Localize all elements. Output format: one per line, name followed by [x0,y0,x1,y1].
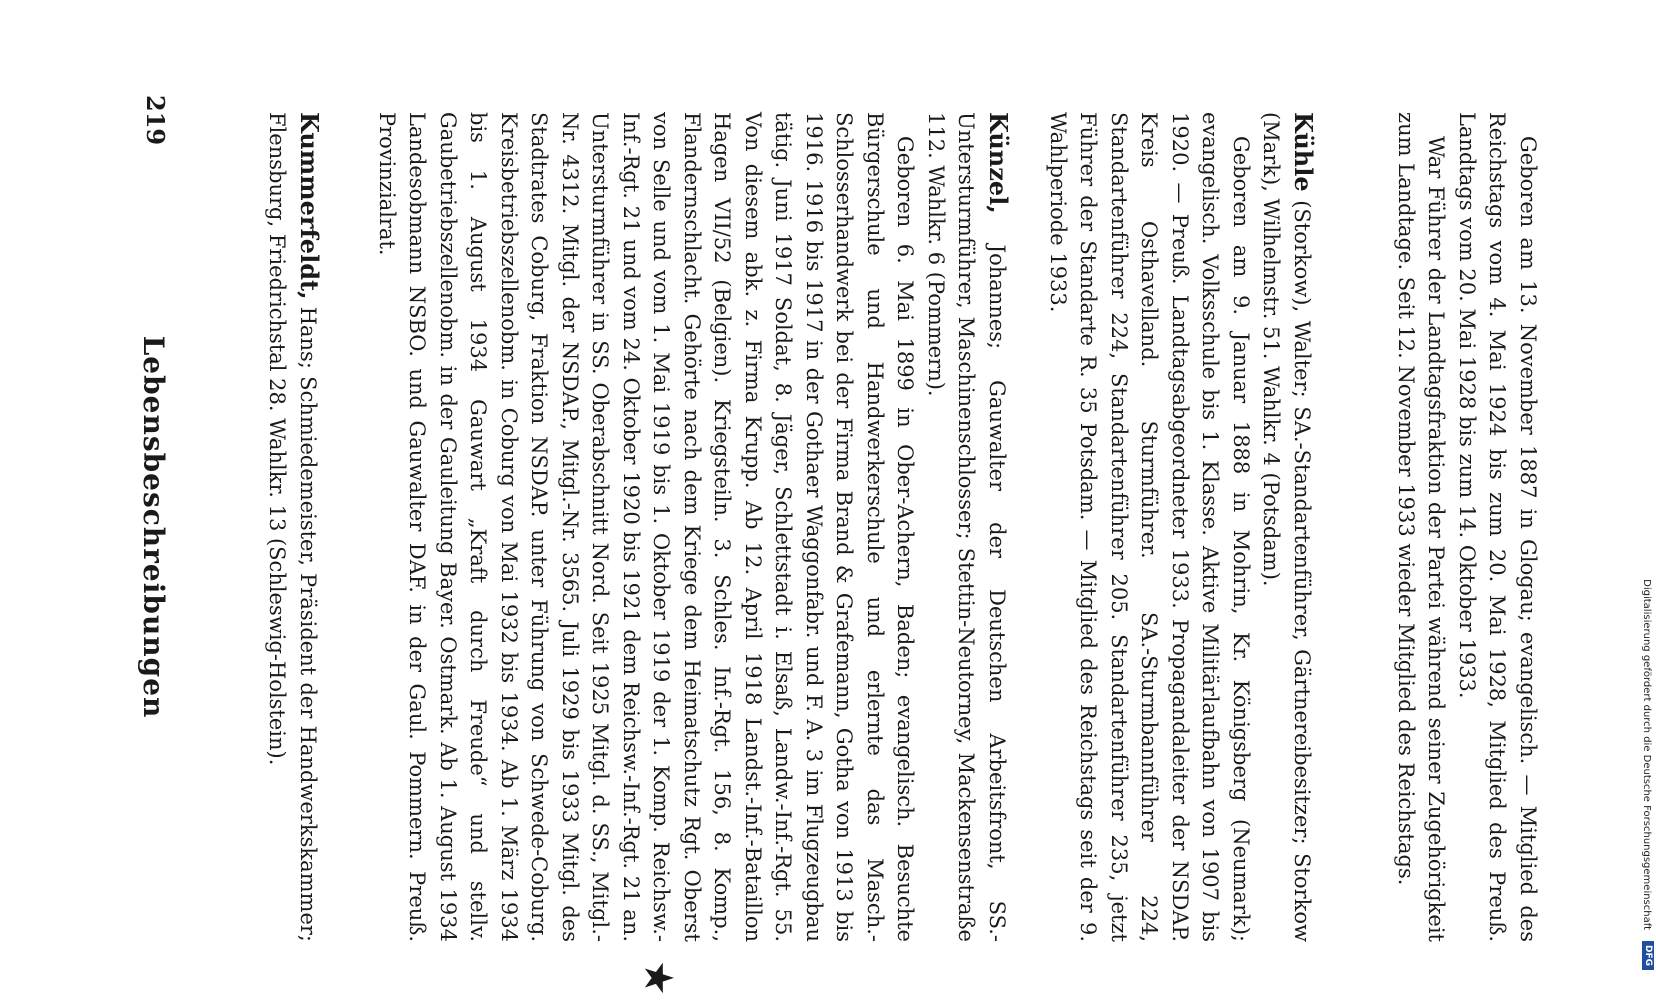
star-icon: ★ [635,960,681,996]
entry-previous-text: Geboren am 13. November 1887 in Glogau; evangelisch. — Mitglied des Reichstags vom 4. Mai 1924 bis zum 20. Mai 1928, Mitglied des Preuß. Landtags vom 20. Mai 1928 bis zum 14. Oktober 1933. [1455,112,1540,942]
entry-intro: Hans; Schmiedemeister, Präsident der Handwerkskammer; Flensburg, Friedrichstal 28. Wahlkr. 13 (Schleswig-Holstein). [265,112,320,942]
entry-kummerfeldt [262,112,324,942]
entry-kuehle [1043,112,1319,942]
entry-kuenzel [372,112,1014,942]
entry-intro: (Storkow), Walter; SA.-Standartenführer, Gärtnereibesitzer; Storkow (Mark), Wilhelmstr. 51. Wahlkr. 4 (Potsdam). [1259,112,1314,942]
page-number: 219 [141,95,170,146]
entry-name: Künzel, [984,112,1013,214]
dfg-logo: DFG [1642,941,1654,970]
entry-intro: Johannes; Gauwalter der Deutschen Arbeitsfront, SS.-Untersturmführer, Maschinenschlosser; Stettin-Neutorney, Mackensenstraße 112. Wahlkr. 6 (Pommern). [924,112,1009,942]
entry-previous-text-2: War Führer der Landtagsfraktion der Partei während seiner Zugehörigkeit zum Landtage. Seit 12. November 1933 wieder Mitglied des Reichstags. [1394,112,1449,942]
dfg-banner-text: Digitalisierung gefördert durch die Deutsche Forschungsgemeinschaft [1641,579,1652,930]
entry-bio: Geboren am 9. Januar 1888 in Mohrin, Kr. Königsberg (Neumark); evangelisch. Volksschule bis 1. Klasse. Aktive Militärlaufbahn von 1907 bis 1920. — Preuß. Landtagsabgeordneter 1933. Propagandaleiter der NSDAP. Kreis Osthavelland. Sturmführer. SA.-Sturmbannführer 224, Standartenführer 224, Standartenführer 205. Standartenführer 235, jetzt Führer der Standarte R. 35 Potsdam. — Mitglied des Reichstags seit der 9. Wahlperiode 1933. [1046,112,1253,942]
page-title: Lebensbeschreibungen [137,335,170,719]
entry-name: Kühle [1289,112,1318,192]
dfg-banner [1614,0,1656,1000]
entry-name: Kummerfeldt, [295,112,324,300]
entry-previous [1391,112,1544,942]
entry-bio: Geboren 6. Mai 1899 in Ober-Achern, Baden; evangelisch. Besuchte Bürgerschule und Handwerkerschule und erlernte das Masch.-Schlosserhandwerk bei der Firma Brand & Grafemann, Gotha von 1913 bis 1916. 1916 bis 1917 in der Gothaer Waggonfabr. und F. A. 3 im Flugzeugbau tätig. Juni 1917 Soldat, 8. Jäger, Schlettstadt i. Elsaß, Landw.-Inf.-Rgt. 55. Von diesem abk. z. Firma Krupp. Ab 12. April 1918 Landst.-Inf.-Bataillon Hagen VII/52 (Belgien). Kriegsteiln. 3. Schles. Inf.-Rgt. 156, 8. Komp., Flandernschlacht. Gehörte nach dem Kriege dem Heimatschutz Rgt. Oberst von Selle und vom 1. Mai 1919 bis 1. Oktober 1919 der 1. Komp. Reichsw.-Inf.-Rgt. 21 und vom 24. Oktober 1920 bis 1921 dem Reichsw.-Inf.-Rgt. 21 an. Untersturmführer in SS. Oberabschnitt Nord. Seit 1925 Mitgl. d. SS., Mitgl.-Nr. 4312. Mitgl. der NSDAP., Mitgl.-Nr. 3565. Juli 1929 bis 1933 Mitgl. des Stadtrates Coburg, Fraktion NSDAP. unter Führung von Schwede-Coburg. Kreisbetriebszellenobm. in Coburg von Mai 1932 bis 1934. Ab 1. März 1934 bis 1. August 1934 Gauwart „Kraft durch Freude“ und stellv. Gaubetriebszellenobm. in der Gauleitung Bayer. Ostmark. Ab 1. August 1934 Landesobmann NSBO. und Gauwalter DAF. in der Gaul. Pommern. Preuß. Provinzialrat. [375,112,918,942]
